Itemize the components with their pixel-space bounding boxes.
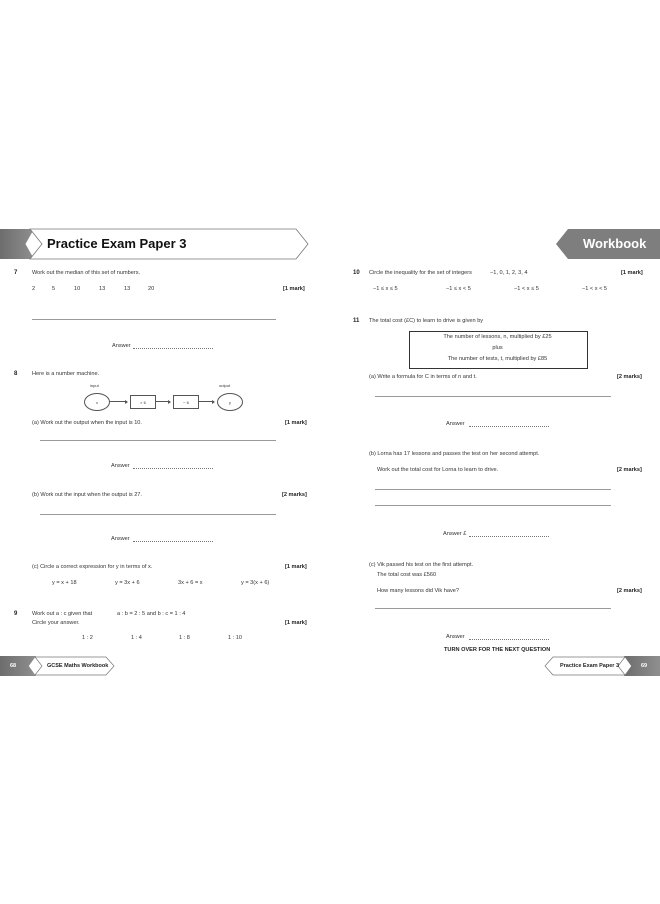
q11b-marks: [2 marks] [617,467,642,473]
q11b-text: (b) Lorna has 17 lessons and passes the test on her second attempt. [369,451,540,457]
machine-output-symbol: y [229,399,231,405]
q8a-marks: [1 mark] [285,420,307,426]
right-page-number: 69 [641,663,648,669]
q8c-marks: [1 mark] [285,564,307,570]
machine-input-node [84,393,110,411]
q8b-answer-line[interactable] [133,541,213,542]
q7-number-6: 20 [148,286,155,292]
q7-number-2: 5 [52,286,56,292]
q11c-text-3: How many lessons did Vik have? [377,588,459,594]
q7-number-3: 10 [74,286,81,292]
question-11-number: 11 [353,318,360,324]
q7-number-1: 2 [32,286,36,292]
q9-option-2[interactable]: 1 : 4 [131,635,142,641]
q8b-answer-label: Answer [111,536,130,542]
q9-option-1[interactable]: 1 : 2 [82,635,93,641]
working-line [375,396,611,397]
q8c-option-4[interactable]: y = 3(x + 6) [241,580,270,586]
q10-option-4[interactable]: −1 < x < 5 [582,286,608,292]
q10-option-3[interactable]: −1 < x ≤ 5 [514,286,539,292]
box-line-2: plus [492,345,503,351]
machine-op-2 [173,395,199,409]
machine-output-label: output [219,383,231,388]
q11c-text: (c) Vik passed his test on the first attempt. [369,562,474,568]
q11c-marks: [2 marks] [617,588,642,594]
left-footer-title: GCSE Maths Workbook [47,663,109,669]
q8b-marks: [2 marks] [282,492,307,498]
working-line [32,319,276,320]
q9-text-2: a : b = 2 : 5 and b : c = 1 : 4 [117,611,186,617]
working-line [40,514,276,515]
working-line [375,489,611,490]
q11b-text-2: Work out the total cost for Lorna to learn to drive. [377,467,499,473]
machine-op-2-label: − 6 [183,399,189,405]
question-11-text: The total cost (£C) to learn to drive is given by [369,318,484,324]
question-7-number: 7 [14,270,18,276]
q11b-answer-label: Answer £ [443,531,467,537]
q10-set: −1, 0, 1, 2, 3, 4 [490,270,528,276]
box-line-1: The number of lessons, n, multiplied by £25 [443,334,552,340]
machine-input-symbol: x [96,399,98,405]
q9-text-3: Circle your answer. [32,620,80,626]
q10-marks: [1 mark] [621,270,643,276]
q10-option-2[interactable]: −1 ≤ x < 5 [446,286,471,292]
q8c-option-1[interactable]: y = x + 18 [52,580,77,586]
left-page-number: 68 [10,663,17,669]
q11c-answer-label: Answer [446,634,465,640]
machine-op-1-label: × 6 [140,399,146,405]
q8c-text: (c) Circle a correct expression for y in terms of x. [32,564,153,570]
question-10-number: 10 [353,270,360,276]
q10-option-1[interactable]: −1 ≤ x ≤ 5 [373,286,398,292]
q11a-marks: [2 marks] [617,374,642,380]
workbook-title: Workbook [583,236,647,251]
question-7-text: Work out the median of this set of numbers. [32,270,141,276]
q9-option-4[interactable]: 1 : 10 [228,635,242,641]
page-title: Practice Exam Paper 3 [47,236,187,251]
question-10-text: Circle the inequality for the set of integers [369,270,472,276]
q11a-answer-line[interactable] [469,426,549,427]
q9-option-3[interactable]: 1 : 8 [179,635,190,641]
turn-over-text: TURN OVER FOR THE NEXT QUESTION [444,647,551,653]
q8b-text: (b) Work out the input when the output is 27. [32,492,142,498]
machine-arrow-3 [198,401,214,402]
q8a-text: (a) Work out the output when the input is 10. [32,420,142,426]
machine-op-1 [130,395,156,409]
machine-output-node [217,393,243,411]
q11a-answer-label: Answer [446,421,465,427]
question-8-text: Here is a number machine. [32,371,100,377]
machine-arrow-2 [155,401,170,402]
working-line [375,505,611,506]
machine-input-label: input [90,383,99,388]
machine-arrow-1 [109,401,127,402]
q9-text-1: Work out a : c given that [32,611,93,617]
q11b-answer-line[interactable] [469,536,549,537]
q11a-text: (a) Write a formula for C in terms of n and t. [369,374,477,380]
q8c-option-2[interactable]: y = 3x + 6 [115,580,140,586]
q8c-option-3[interactable]: 3x + 6 = x [178,580,203,586]
q11c-text-2: The total cost was £560 [377,572,437,578]
q7-answer-line[interactable] [133,348,213,349]
q8a-answer-label: Answer [111,463,130,469]
q7-number-5: 13 [124,286,131,292]
q7-answer-label: Answer [112,343,131,349]
q11c-answer-line[interactable] [469,639,549,640]
working-line [40,440,276,441]
q7-number-4: 13 [99,286,106,292]
left-footer-tab [0,656,36,676]
box-line-3: The number of tests, t, multiplied by £85 [447,356,548,362]
q9-marks: [1 mark] [285,620,307,626]
working-line [375,608,611,609]
question-9-number: 9 [14,611,18,617]
q7-marks: [1 mark] [283,286,305,292]
question-8-number: 8 [14,371,18,377]
right-footer-title: Practice Exam Paper 3 [560,663,620,669]
q8a-answer-line[interactable] [133,468,213,469]
